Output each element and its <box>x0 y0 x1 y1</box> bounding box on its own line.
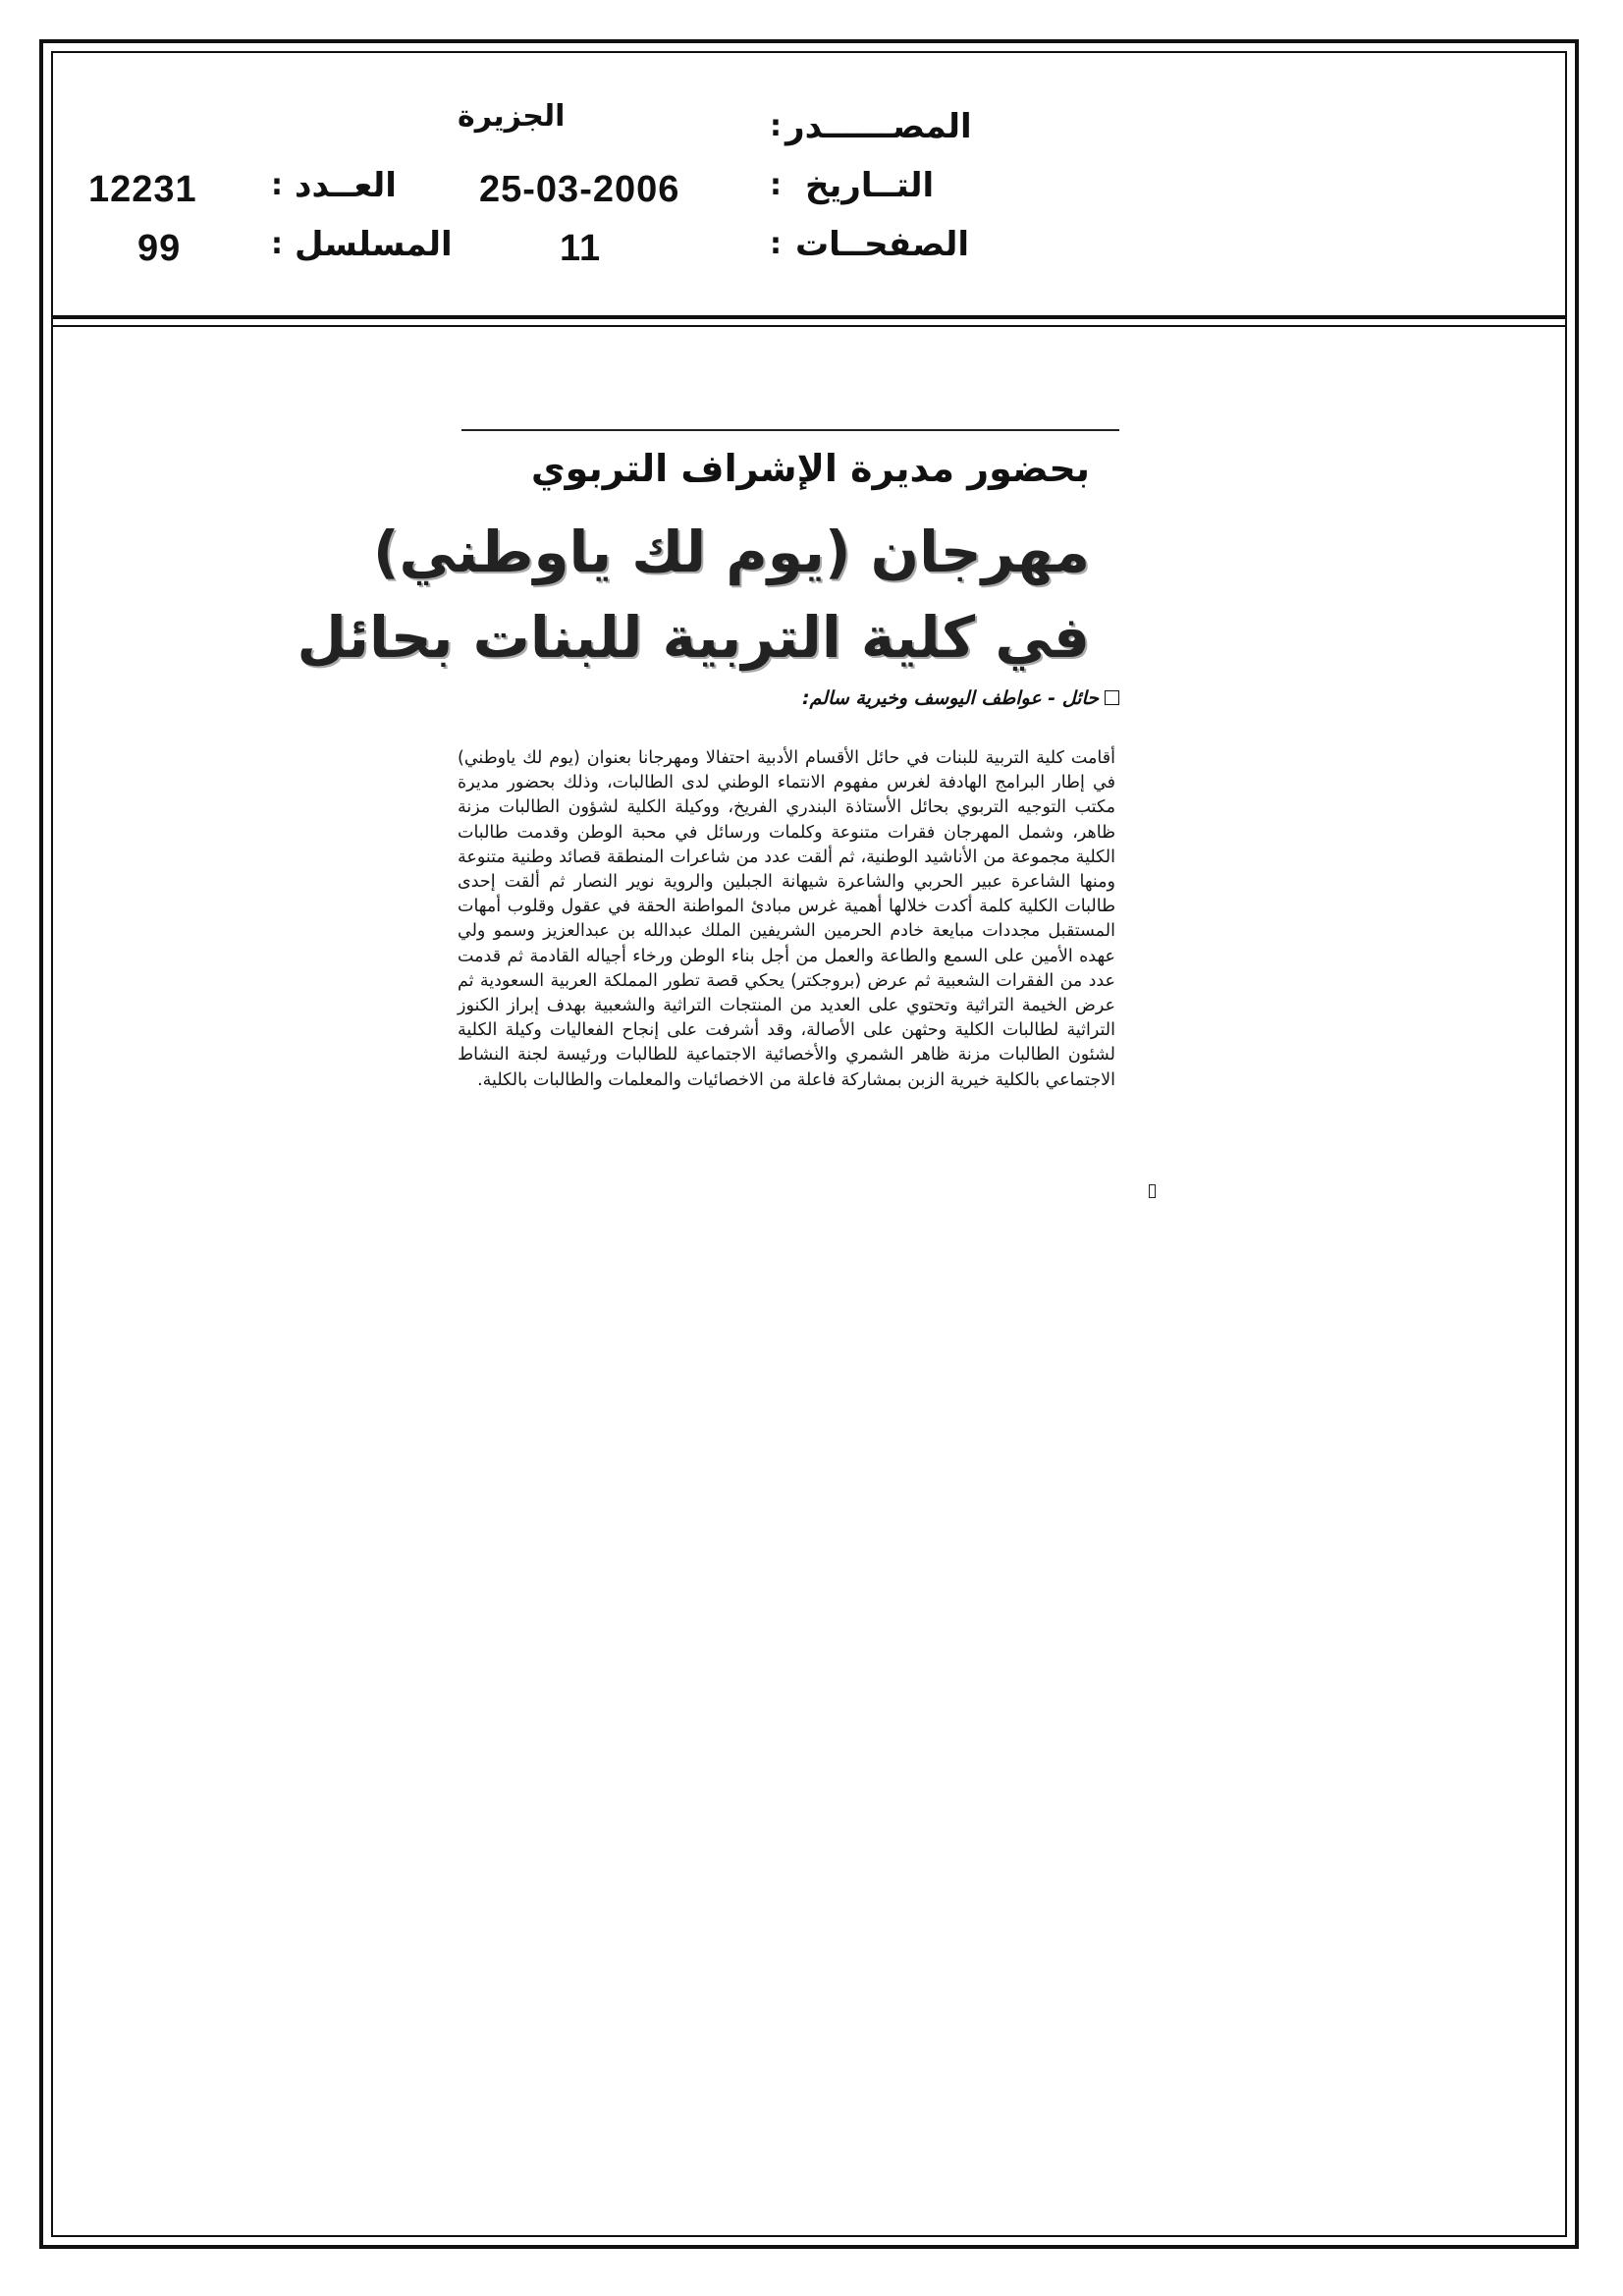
date-colon: : <box>770 168 782 202</box>
pages-label: الصفحــات <box>795 225 970 264</box>
date-label: التــاريخ <box>805 166 935 205</box>
article-kicker: بحضور مديرة الإشراف التربوي <box>530 447 1090 490</box>
pages-colon: : <box>770 227 782 261</box>
article-headline-line2: في كلية التربية للبنات بحائل <box>297 604 1090 671</box>
header-divider-thin <box>51 325 1567 327</box>
source-colon: : <box>770 109 782 143</box>
byline-text: حائل - عواطف اليوسف وخيرية سالم: <box>802 687 1099 709</box>
pages-value: 11 <box>560 228 602 269</box>
serial-label: المسلسل <box>295 225 453 264</box>
article-headline-line1: مهرجان (يوم لك ياوطني) <box>373 519 1090 585</box>
issue-colon: : <box>271 168 283 202</box>
source-label: المصــــــدر <box>785 107 972 146</box>
serial-value: 99 <box>137 228 182 269</box>
issue-value: 12231 <box>88 169 197 210</box>
issue-label: العــدد <box>295 166 397 205</box>
date-value: 25-03-2006 <box>479 169 680 210</box>
header-divider-thick <box>51 315 1567 319</box>
inner-border <box>51 51 1567 2237</box>
serial-colon: : <box>271 227 283 261</box>
source-value: الجزيرة <box>458 99 566 134</box>
end-marker-icon <box>1149 1184 1156 1198</box>
article-byline <box>589 687 1119 709</box>
article-top-rule <box>461 429 1119 431</box>
article-body: أقامت كلية التربية للبنات في حائل الأقسام الأدبية احتفالا ومهرجانا بعنوان (يوم لك ياوطني) في إطار البرامج الهادفة لغرس مفهوم الانتماء الوطني لدى الطالبات، وذلك بحضور مديرة مكتب التوجيه التربوي بحائل الأستاذة البندري الفريخ، ووكيلة الكلية لشؤون الطالبات مزنة ظاهر، وشمل المهرجان فقرات متنوعة وكلمات ورسائل في محبة الوطن وقدمت طالبات الكلية مجموعة من الأناشيد الوطنية، ثم ألقت عدد من شاعرات المنطقة قصائد وطنية متنوعة ومنها الشاعرة عبير الحربي والشاعرة شيهانة الجبلين والروية نوير النصار ثم ألقت إحدى طالبات الكلية كلمة أكدت خلالها أهمية غرس مبادئ المواطنة الحقة في عقول وقلوب أمهات المستقبل مجددات مبايعة خادم الحرمين الشريفين الملك عبدالله بن عبدالعزيز وسمو ولي عهده الأمين على السمع والطاعة والعمل من أجل بناء الوطن ورخاء أجياله القادمة ثم قدمت عدد من الفقرات الشعبية ثم عرض (بروجكتر) يحكي قصة تطور المملكة العربية السعودية ثم عرض الخيمة التراثية وتحتوي على العديد من المنتجات التراثية والشعبية بهدف إبراز الكنوز التراثية لطالبات الكلية وحثهن على الأصالة، وقد أشرفت على إنجاح الفعاليات وكيلة الكلية لشئون الطالبات مزنة ظاهر الشمري والأخصائية الاجتماعية للطالبات ورئيسة لجنة النشاط الاجتماعي بالكلية خيرية الزبن بمشاركة فاعلة من الاخصائيات والمعلمات والطالبات بالكلية. <box>458 748 1115 1090</box>
square-bullet-icon <box>1105 690 1119 705</box>
